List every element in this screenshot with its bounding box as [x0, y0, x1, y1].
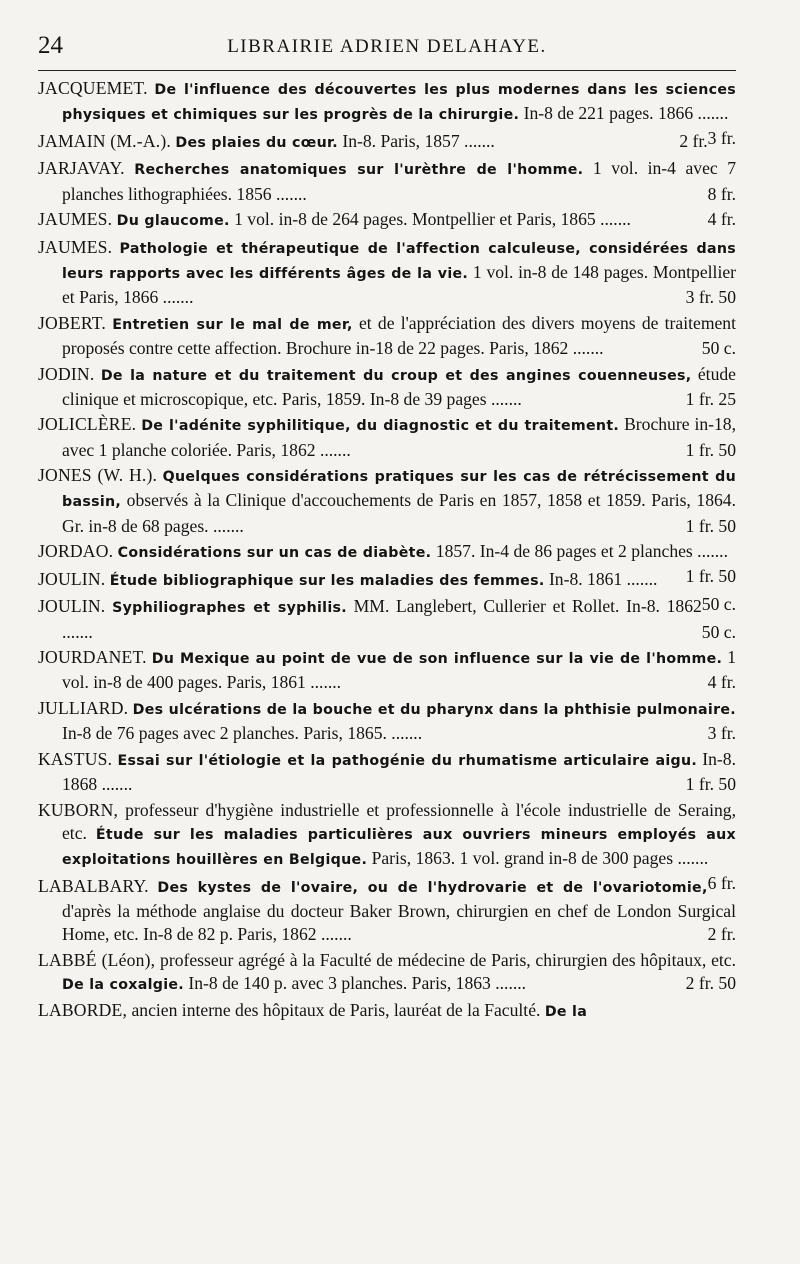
catalog-page — [38, 30, 736, 1027]
entry-details: In-8. Paris, 1857 — [342, 130, 460, 151]
entry-details-before: professeur agrégé à la Faculté de médecine de Paris, chirurgien des hôpitaux, etc. — [160, 949, 736, 970]
entry-title: Quelques considérations pratiques sur les cas de rétrécissement du bassin, — [62, 469, 736, 511]
catalog-entry: JOULIN. Syphiliographes et syphilis. MM. Langlebert, Cullerier et Rollet. In-8. 1862 ....... 50 c. — [38, 595, 736, 643]
entry-price: 4 fr. — [707, 672, 736, 693]
catalog-entry: JAUMES. Du glaucome. 1 vol. in-8 de 264 pages. Montpellier et Paris, 1865 ....... 4 fr. — [38, 208, 736, 233]
catalog-entry: JODIN. De la nature et du traitement du croup et des angines couenneuses, étude clinique et microscopique, etc. Paris, 1859. In-8 de 39 pages ....... 1 fr. 25 — [38, 363, 736, 411]
entry-price: 1 fr. 25 — [685, 388, 736, 409]
entry-price: 2 fr. 50 — [685, 972, 736, 993]
catalog-entry: LABALBARY. Des kystes de l'ovaire, ou de l'hydrovarie et de l'ovariotomie, d'après la méthode anglaise du docteur Baker Brown, chirurgien en chef de London Surgical Home, etc. In-8 de 82 p. Paris, 1862 ....... 2 fr. — [38, 875, 736, 947]
entry-details: In-8. 1868 — [62, 748, 736, 794]
catalog-entry: KUBORN, professeur d'hygiène industrielle et professionnelle à l'école industrielle de Seraing, etc. Étude sur les maladies particulières aux ouvriers mineurs employés aux exploitations houillères en Belgique. Paris, 1863. 1 vol. grand in-8 de 300 pages ....... 6 fr. — [38, 799, 736, 873]
entry-title: Des plaies du cœur. — [175, 134, 338, 151]
entry-author: JAMAIN (M.-A.). — [38, 130, 171, 151]
entry-details: 1 vol. in-4 avec 7 planches lithographiées. 1856 — [62, 158, 737, 204]
entry-title: Étude bibliographique sur les maladies des femmes. — [109, 572, 545, 589]
entry-details-before: ancien interne des hôpitaux de Paris, lauréat de la Faculté. — [131, 1000, 541, 1021]
entry-title: Du glaucome. — [116, 213, 230, 230]
entry-author: JORDAO. — [38, 541, 114, 562]
entry-title: Étude sur les maladies particulières aux ouvriers mineurs employés aux exploitations houillères en Belgique. — [62, 826, 736, 868]
entry-price: 1 fr. 50 — [685, 566, 736, 587]
page-number: 24 — [38, 32, 63, 59]
entry-title: Recherches anatomiques sur l'urèthre de l'homme. — [134, 162, 584, 179]
catalog-entry: JOLICLÈRE. De l'adénite syphilitique, du diagnostic et du traitement. Brochure in-18, avec 1 planche coloriée. Paris, 1862 ....... 1 fr. 50 — [38, 413, 736, 461]
entry-price: 3 fr. — [707, 723, 736, 744]
entry-details: Paris, 1863. 1 vol. grand in-8 de 300 pages — [371, 847, 674, 868]
catalog-entry: JAMAIN (M.-A.). Des plaies du cœur. In-8. Paris, 1857 ....... 2 fr. — [38, 130, 736, 155]
catalog-entry: KASTUS. Essai sur l'étiologie et la pathogénie du rhumatisme articulaire aigu. In-8. 1868 ....... 1 fr. 50 — [38, 748, 736, 796]
entry-title: De l'adénite syphilitique, du diagnostic et du traitement. — [141, 418, 620, 435]
entry-price: 50 c. — [701, 337, 736, 358]
entry-author: JAUMES. — [38, 209, 113, 230]
entry-title: Considérations sur un cas de diabète. — [117, 545, 432, 562]
catalog-entry: JOURDANET. Du Mexique au point de vue de son influence sur la vie de l'homme. 1 vol. in-8 de 400 pages. Paris, 1861 ....... 4 fr. — [38, 646, 736, 694]
entry-author: JARJAVAY. — [38, 158, 125, 179]
entry-author: JACQUEMET. — [38, 78, 148, 98]
entry-author: LABBÉ (Léon), — [38, 949, 156, 970]
entry-details: In-8 de 221 pages. 1866 — [523, 103, 694, 124]
entry-details: d'après la méthode anglaise du docteur Baker Brown, chirurgien en chef de London Surgical Home, etc. In-8 de 82 p. Paris, 1862 — [62, 900, 736, 944]
entry-author: JOULIN. — [38, 596, 106, 617]
entry-price: 2 fr. — [679, 130, 708, 151]
entry-author: JAUMES. — [38, 236, 113, 257]
catalog-entry: JONES (W. H.). Quelques considérations pratiques sur les cas de rétrécissement du bassin, observés à la Clinique d'accouchements de Paris en 1857, 1858 et 1859. Paris, 1864. Gr. in-8 de 68 pages. ....... 1 fr. 50 — [38, 464, 736, 538]
entry-price: 2 fr. — [707, 923, 736, 944]
entry-title: Du Mexique au point de vue de son influence sur la vie de l'homme. — [151, 651, 723, 668]
entry-price: 4 fr. — [707, 209, 736, 230]
entry-details: 1857. In-4 de 86 pages et 2 planches — [435, 541, 693, 562]
entry-author: JOURDANET. — [38, 647, 147, 668]
entry-title: Des ulcérations de la bouche et du pharynx dans la phthisie pulmonaire. — [132, 701, 736, 718]
entry-details: In-8 de 76 pages avec 2 planches. Paris, 1865. — [62, 723, 387, 744]
catalog-entry: JOULIN. Étude bibliographique sur les maladies des femmes. In-8. 1861 ....... 50 c. — [38, 568, 736, 593]
entry-price: 3 fr. — [707, 128, 736, 149]
entry-price: 50 c. — [701, 621, 736, 642]
entry-price: 8 fr. — [707, 183, 736, 204]
entry-details: et de l'appréciation des divers moyens de traitement proposés contre cette affection. Brochure in-18 de 22 pages. Paris, 1862 — [62, 312, 736, 358]
entry-author: JODIN. — [38, 363, 95, 384]
entry-author: KUBORN, — [38, 799, 119, 820]
entry-price: 1 fr. 50 — [685, 439, 736, 460]
entry-title: De l'influence des découvertes les plus modernes dans les sciences physiques et chimiques sur les progrès de la chirurgie. — [62, 82, 736, 124]
entry-title: Entretien sur le mal de mer, — [112, 316, 353, 333]
catalog-entry: JORDAO. Considérations sur un cas de diabète. 1857. In-4 de 86 pages et 2 planches ....... 1 fr. 50 — [38, 540, 736, 565]
catalog-entries — [38, 77, 736, 1025]
entry-details: 1 vol. in-8 de 264 pages. Montpellier et Paris, 1865 — [234, 209, 596, 230]
entry-details: Brochure in-18, avec 1 planche coloriée. Paris, 1862 — [62, 414, 737, 460]
entry-details: étude clinique et microscopique, etc. Paris, 1859. In-8 de 39 pages — [62, 363, 736, 409]
entry-title: De la nature et du traitement du croup et des angines couenneuses, — [100, 367, 692, 384]
entry-author: JOBERT. — [38, 312, 106, 333]
entry-details-before: professeur d'hygiène industrielle et professionnelle à l'école industrielle de Seraing, etc. — [62, 799, 736, 843]
entry-author: JOULIN. — [38, 568, 106, 589]
entry-title: Syphiliographes et syphilis. — [112, 600, 347, 617]
entry-title: De la — [544, 1004, 588, 1021]
entry-details: In-8. 1861 — [548, 568, 623, 589]
entry-author: JULLIARD. — [38, 697, 129, 718]
entry-author: LABALBARY. — [38, 875, 149, 896]
entry-author: JONES (W. H.). — [38, 465, 158, 486]
entry-price: 6 fr. — [707, 873, 736, 894]
entry-details: 1 vol. in-8 de 148 pages. Montpellier et Paris, 1866 — [62, 261, 736, 308]
entry-title: De la coxalgie. — [62, 976, 184, 993]
catalog-entry — [38, 999, 736, 1024]
entry-details: observés à la Clinique d'accouchements de Paris en 1857, 1858 et 1859. Paris, 1864. Gr. in-8 de 68 pages. — [62, 490, 736, 536]
catalog-entry: JARJAVAY. Recherches anatomiques sur l'urèthre de l'homme. 1 vol. in-4 avec 7 planches lithographiées. 1856 ....... 8 fr. — [38, 157, 736, 205]
catalog-entry: JACQUEMET. De l'influence des découvertes les plus modernes dans les sciences physiques et chimiques sur les progrès de la chirurgie. In-8 de 221 pages. 1866 ....... 3 fr. — [38, 77, 736, 127]
entry-details: 1 vol. in-8 de 400 pages. Paris, 1861 — [62, 647, 737, 693]
entry-author: KASTUS. — [38, 748, 113, 769]
entry-price: 3 fr. 50 — [685, 287, 736, 308]
catalog-entry: JULLIARD. Des ulcérations de la bouche et du pharynx dans la phthisie pulmonaire. In-8 de 76 pages avec 2 planches. Paris, 1865. ....... 3 fr. — [38, 697, 736, 745]
entry-title: Pathologie et thérapeutique de l'affection calculeuse, considérées dans leurs rapports avec les différents âges de la vie. — [62, 240, 736, 282]
header-rule — [38, 70, 736, 71]
catalog-entry: LABBÉ (Léon), professeur agrégé à la Faculté de médecine de Paris, chirurgien des hôpitaux, etc. De la coxalgie. In-8 de 140 p. avec 3 planches. Paris, 1863 ....... 2 fr. 50 — [38, 949, 736, 997]
entry-details: In-8 de 140 p. avec 3 planches. Paris, 1863 — [188, 972, 491, 993]
page-header — [38, 30, 736, 66]
entry-author: JOLICLÈRE. — [38, 414, 137, 435]
entry-price: 1 fr. 50 — [685, 515, 736, 536]
catalog-entry: JAUMES. Pathologie et thérapeutique de l'affection calculeuse, considérées dans leurs rapports avec les différents âges de la vie. 1 vol. in-8 de 148 pages. Montpellier et Paris, 1866 ....... 3 fr. 50 — [38, 236, 736, 310]
entry-details: MM. Langlebert, Cullerier et Rollet. In-8. 1862 — [353, 596, 702, 617]
entry-author: LABORDE, — [38, 1000, 128, 1021]
running-title: LIBRAIRIE ADRIEN DELAHAYE. — [227, 36, 547, 57]
entry-title: Essai sur l'étiologie et la pathogénie du rhumatisme articulaire aigu. — [117, 752, 698, 769]
entry-title: Des kystes de l'ovaire, ou de l'hydrovarie et de l'ovariotomie, — [157, 879, 708, 896]
entry-price: 50 c. — [701, 593, 736, 614]
entry-price: 1 fr. 50 — [685, 773, 736, 794]
catalog-entry: JOBERT. Entretien sur le mal de mer, et de l'appréciation des divers moyens de traitement proposés contre cette affection. Brochure in-18 de 22 pages. Paris, 1862 ....... 50 c. — [38, 312, 736, 360]
